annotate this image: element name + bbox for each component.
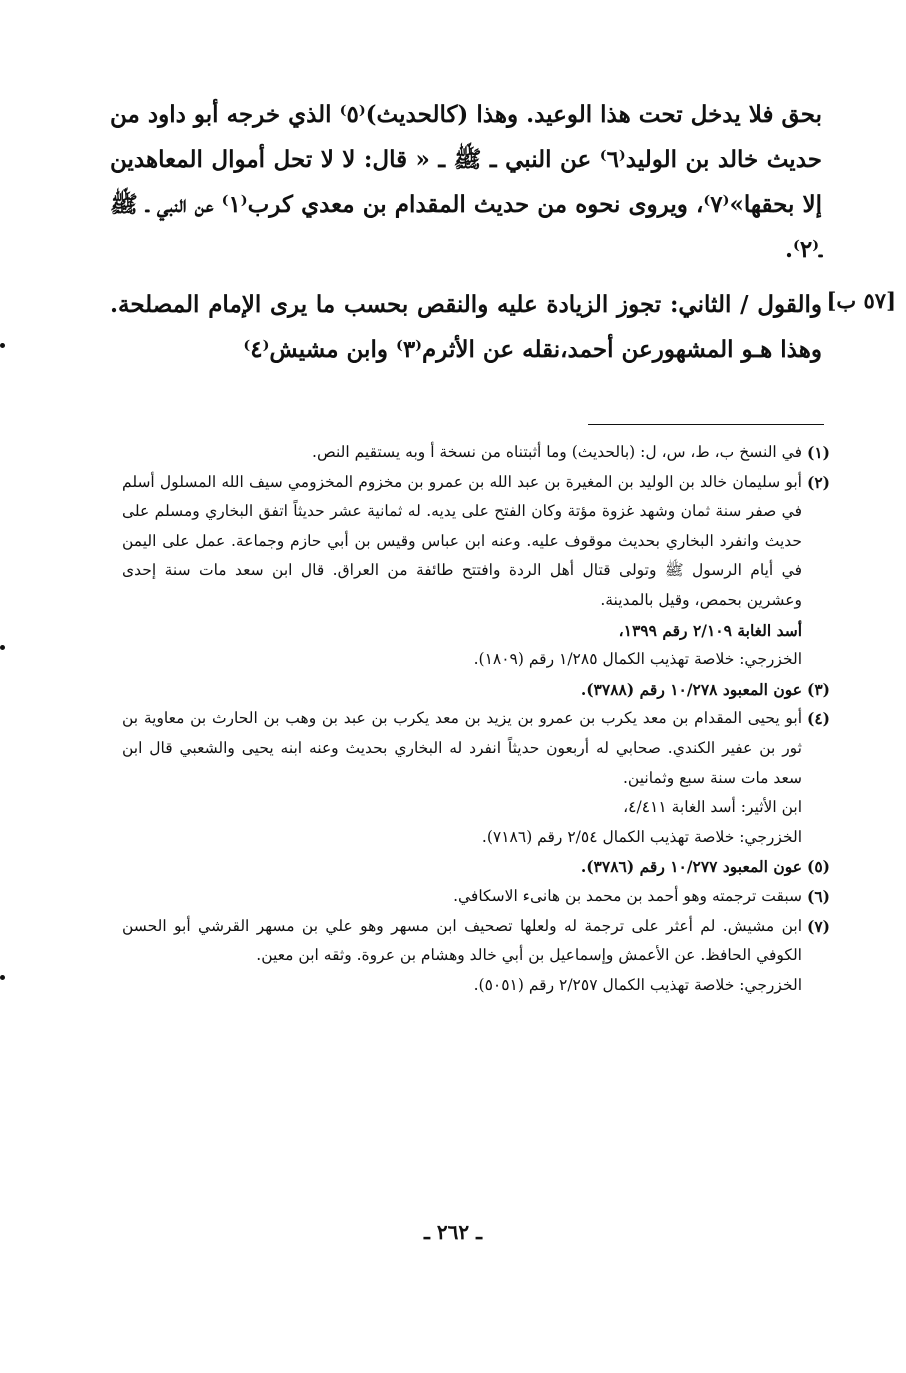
- main-paragraph: والقول / الثاني: تجوز الزيادة عليه والنقص بحسب ما يرى الإمام المصلحة. وهذا هـو المشهورعن أحمد،نقله عن الأثرم⁽٣⁾ وابن مشيش⁽٤⁾: [110, 291, 822, 363]
- scan-edge-mark: [0, 645, 5, 650]
- footnote-number: (٣): [806, 679, 830, 699]
- footnote-text: أبو سليمان خالد بن الوليد بن المغيرة بن عبد الله بن عمرو بن مخزوم المخزومي سيف الله المسلول أسلم في صفر سنة ثمان وشهد غزوة مؤتة وكان الفتح على يديه. له ثمانية عشر حديثاً اتفق البخاري ومسلم على حديث وانفرد البخاري بحديث موقوف عليه. وعنه ابن عباس وقيس بن أبي حازم وجماعة. عمل على اليمن في أيام الرسول ﷺ وتولى قتال أهل الردة وافتتح طائفة من العراق. قال ابن سعد مات سنة إحدى وعشرين بحمص، وقيل بالمدينة.: [122, 472, 802, 609]
- footnote-number: (٧): [806, 916, 830, 936]
- main-paragraph: بحق فلا يدخل تحت هذا الوعيد. وهذا (كالحديث)⁽٥⁾ الذي خرجه أبو داود من حديث خالد بن الوليد⁽٦⁾ عن النبي ـ ﷺ ـ « قال: لا لا تحل أموال المعاهدين إلا بحقها»⁽٧⁾، ويروى نحوه من حديث المقدام بن معدي كرب⁽١⁾ عن النبي ـ ﷺ ـ⁽٢⁾.: [110, 101, 822, 263]
- scan-edge-mark: [0, 343, 5, 348]
- footnote-separator: [588, 424, 824, 425]
- scan-edge-mark: [0, 975, 5, 980]
- page-number: ـ ٢٦٢ ـ: [424, 1220, 482, 1244]
- footnote-1: [122, 438, 830, 468]
- footnote-4: [122, 704, 830, 852]
- footnote-text: سبقت ترجمته وهو أحمد بن محمد بن هانىء الاسكافي.: [453, 886, 802, 905]
- footnote-number: (٤): [806, 709, 830, 729]
- footnote-7: [122, 912, 830, 1001]
- footnote-source: أسد الغابة ٢/١٠٩ رقم ١٣٩٩،: [618, 620, 802, 640]
- footnote-3: [122, 675, 830, 705]
- footnote-5: [122, 852, 830, 882]
- footnote-source: ابن الأثير: أسد الغابة ٤/٤١١،: [623, 798, 802, 817]
- footnote-source: الخزرجي: خلاصة تهذيب الكمال ٢/٢٥٧ رقم (٥٠٥١).: [473, 975, 802, 994]
- main-text-block: [110, 92, 822, 372]
- footnote-6: [122, 882, 830, 912]
- margin-folio-marker: [٥٧ ب]: [826, 288, 896, 313]
- footnote-number: (٦): [806, 886, 830, 906]
- footnote-number: (١): [806, 443, 830, 462]
- footnote-number: (٥): [806, 857, 830, 877]
- footnote-text: عون المعبود ١٠/٢٧٧ رقم (٣٧٨٦).: [580, 857, 802, 877]
- footnote-text: ابن مشيش. لم أعثر على ترجمة له ولعلها تصحيف ابن مسهر وهو علي بن مسهر القرشي أبو الحسن الكوفي الحافظ. عن الأعمش وإسماعيل بن أبي خالد وهشام بن عروة. وثقه ابن معين.: [122, 916, 802, 965]
- footnotes-section: [122, 438, 830, 1000]
- footnote-source: الخزرجي: خلاصة تهذيب الكمال ٢/٥٤ رقم (٧١٨٦).: [481, 827, 802, 846]
- footnote-2: [122, 468, 830, 675]
- footnote-text: عون المعبود ١٠/٢٧٨ رقم (٣٧٨٨).: [580, 679, 802, 699]
- footnote-source: الخزرجي: خلاصة تهذيب الكمال ١/٢٨٥ رقم (١٨٠٩).: [473, 650, 802, 669]
- footnote-text: في النسخ ب، ط، س، ل: (بالحديث) وما أثبتناه من نسخة أ وبه يستقيم النص.: [312, 443, 802, 461]
- footnote-number: (٢): [806, 472, 830, 492]
- footnote-text: أبو يحيى المقدام بن معد يكرب بن عمرو بن يزيد بن معد يكرب بن عبد بن وهب بن الحارث بن معاوية بن ثور بن عفير الكندي. صحابي له أربعون حديثاً انفرد له البخاري بحديث وعنه ابنه يحيى والشعبي قال ابن سعد مات سنة سبع وثمانين.: [122, 709, 802, 787]
